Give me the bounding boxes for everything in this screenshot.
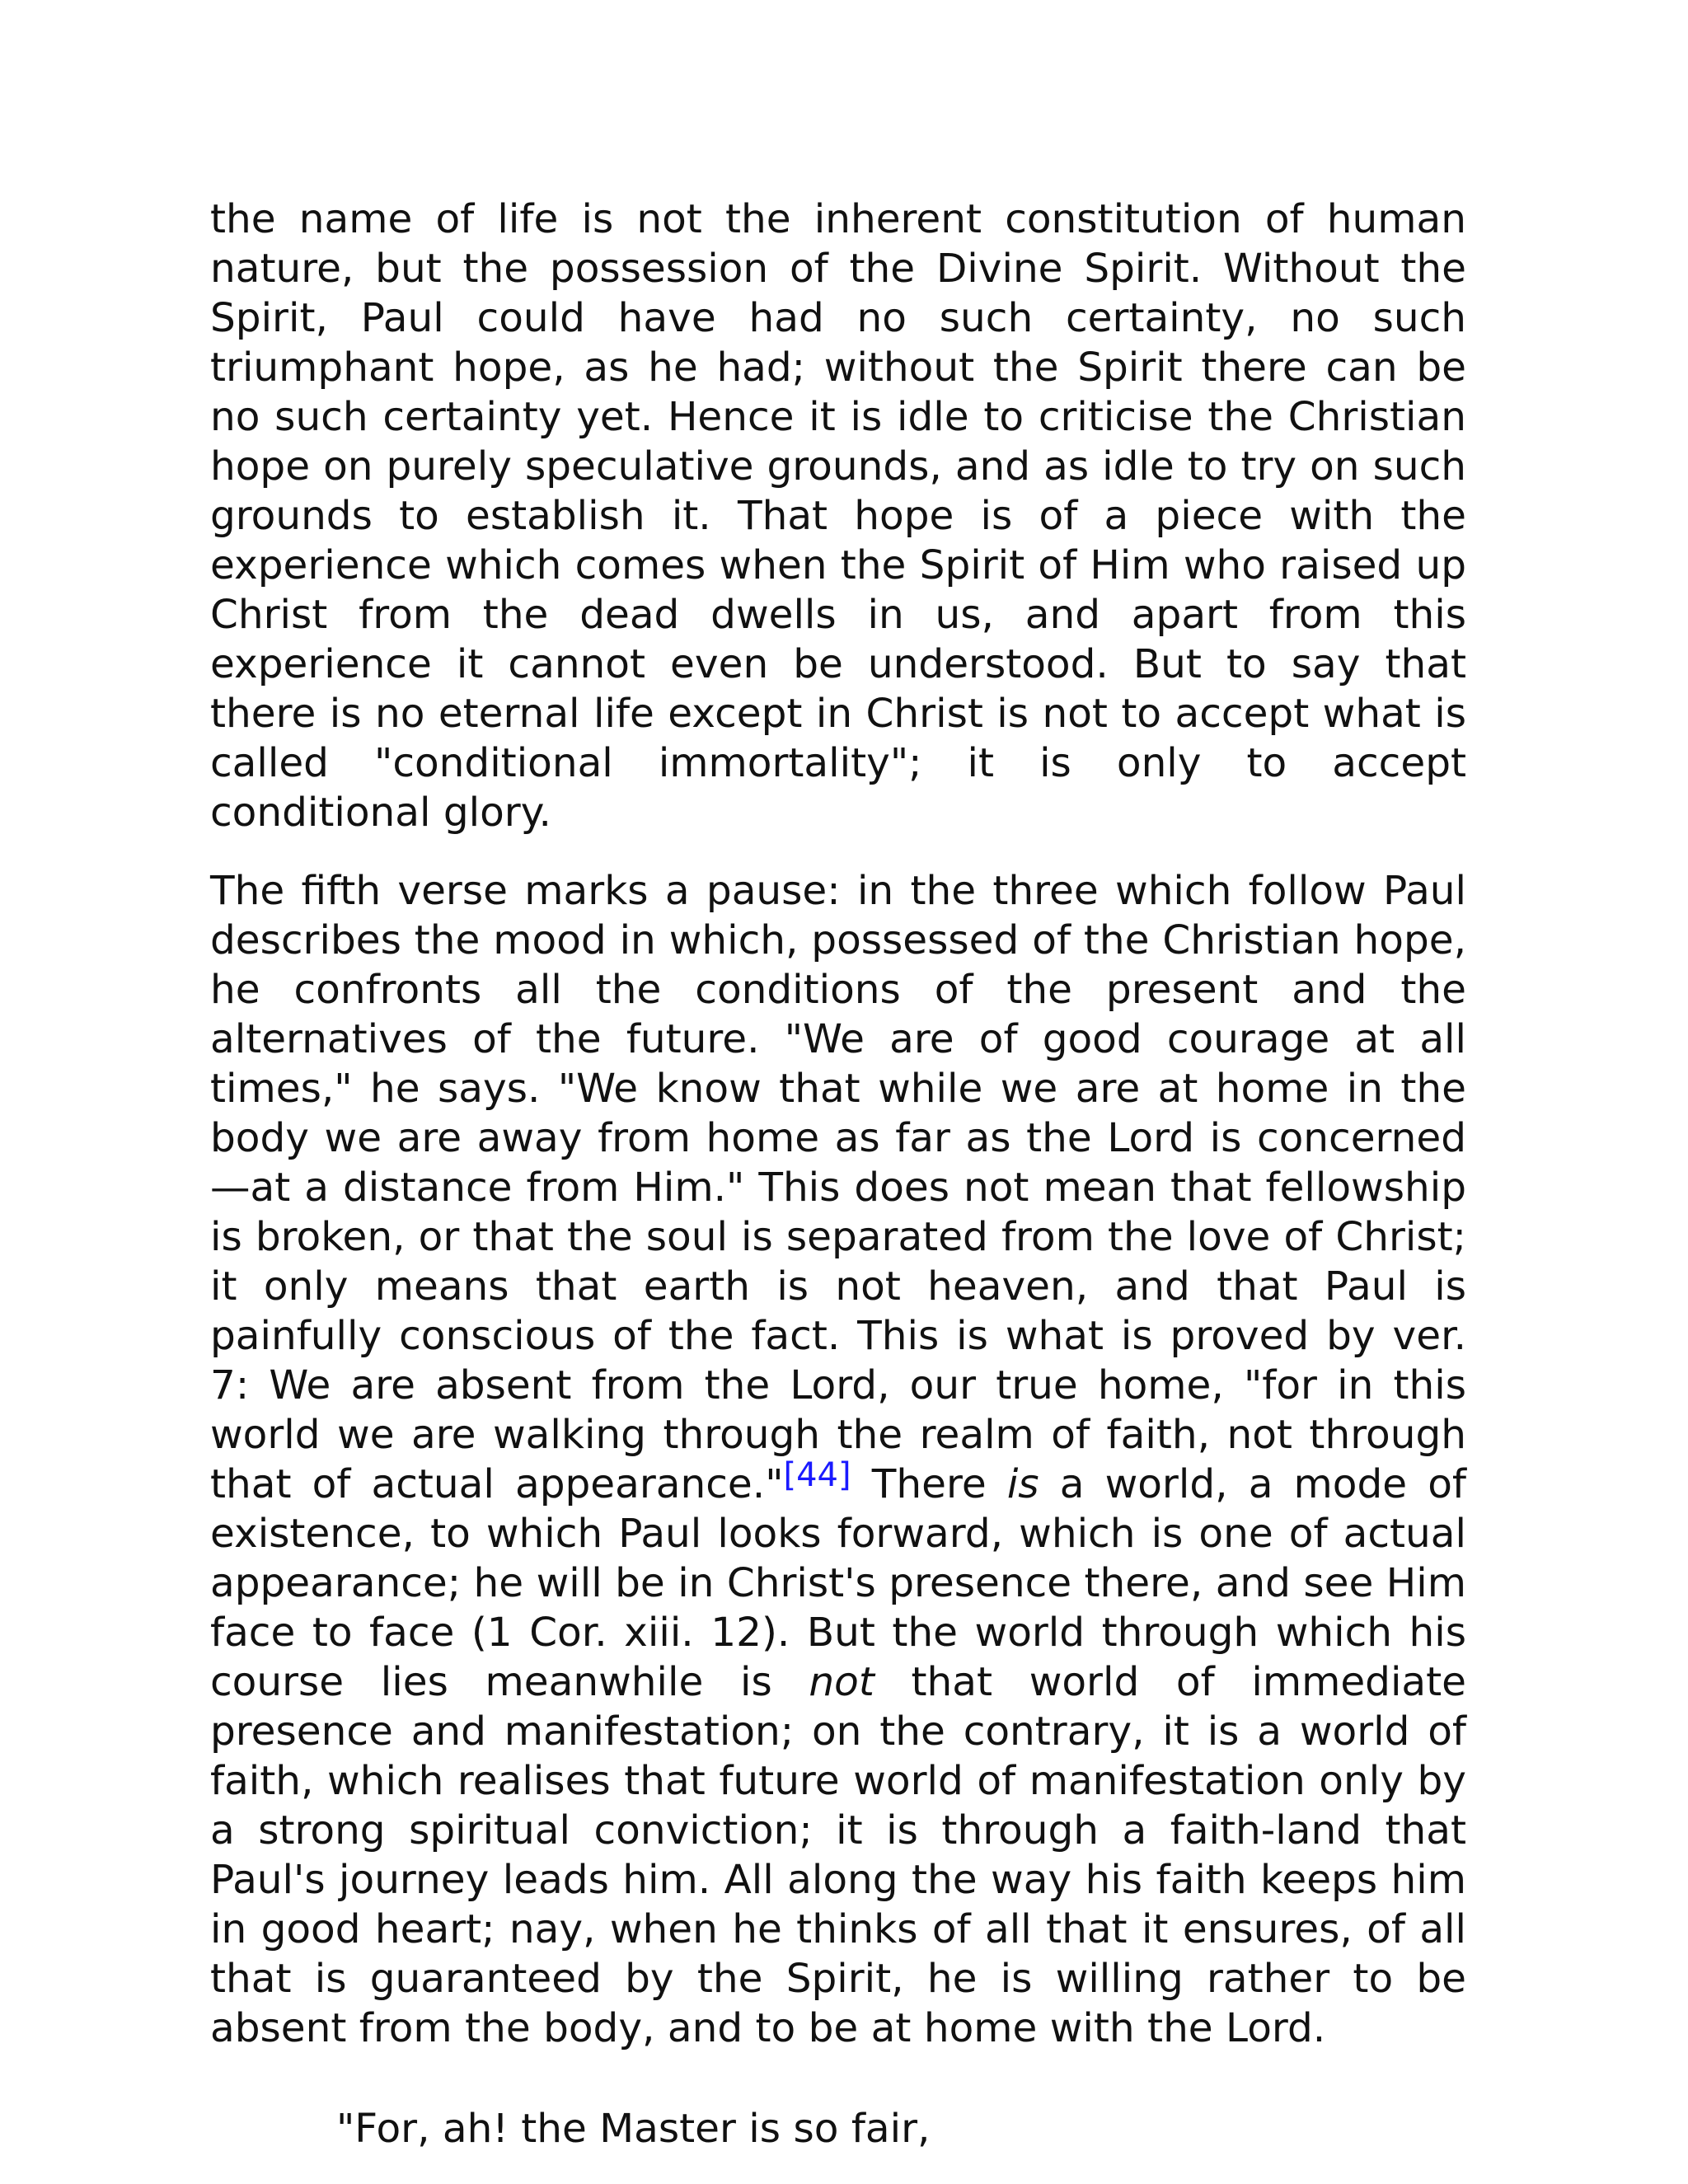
paragraph-2-text-d: that world of immediate presence and manifestation; on the contrary, it is a world of faith, which realises that future world of manifestation only by a strong spiritual conviction; it is through a faith-land that Paul's journey leads him. All along the way his faith keeps him in good heart; nay, when he thinks of all that it ensures, of all that is guaranteed by the Spirit, he is willing rather to be absent from the body, and to be at home with the Lord. bbox=[210, 1659, 1466, 2051]
paragraph-2-text-a: The fifth verse marks a pause: in the three which follow Paul describes the mood in which, possessed of the Christian hope, he confronts all the conditions of the present and the alternatives of the future. "We are of good courage at all times," he says. "We know that while we are at home in the body we are away from home as far as the Lord is concerned—at a distance from Him." This does not mean that fellowship is broken, or that the soul is separated from the love of Christ; it only means that earth is not heaven, and that Paul is painfully conscious of the fact. This is what is proved by ver. 7: We are absent from the Lord, our true home, "for in this world we are walking through the realm of faith, not through that of actual appearance." bbox=[210, 868, 1466, 1507]
document-page bbox=[210, 194, 1466, 2154]
paragraph-2-text-c: a world, a mode of existence, to which Paul looks forward, which is one of actual appearance; he will be in Christ's presence there, and see Him face to face (1 Cor. xiii. 12). But the world through which his course lies meanwhile is bbox=[210, 1461, 1466, 1705]
emphasis-is: is bbox=[1006, 1461, 1039, 1507]
verse-line: "For, ah! the Master is so fair, bbox=[336, 2106, 931, 2152]
paragraph-2 bbox=[210, 866, 1466, 2053]
paragraph-2-text-b: There bbox=[851, 1461, 1007, 1507]
emphasis-not: not bbox=[809, 1659, 874, 1705]
footnote-link-44[interactable]: [44] bbox=[783, 1456, 851, 1494]
paragraph-1: the name of life is not the inherent constitution of human nature, but the possession of the Divine Spirit. Without the Spirit, Paul could have had no such certainty, no such triumphant hope, as he had; without the Spirit there can be no such certainty yet. Hence it is idle to criticise the Christian hope on purely speculative grounds, and as idle to try on such grounds to establish it. That hope is of a piece with the experience which comes when the Spirit of Him who raised up Christ from the dead dwells in us, and apart from this experience it cannot even be understood. But to say that there is no eternal life except in Christ is not to accept what is called "conditional immortality"; it is only to accept conditional glory. bbox=[210, 196, 1466, 836]
